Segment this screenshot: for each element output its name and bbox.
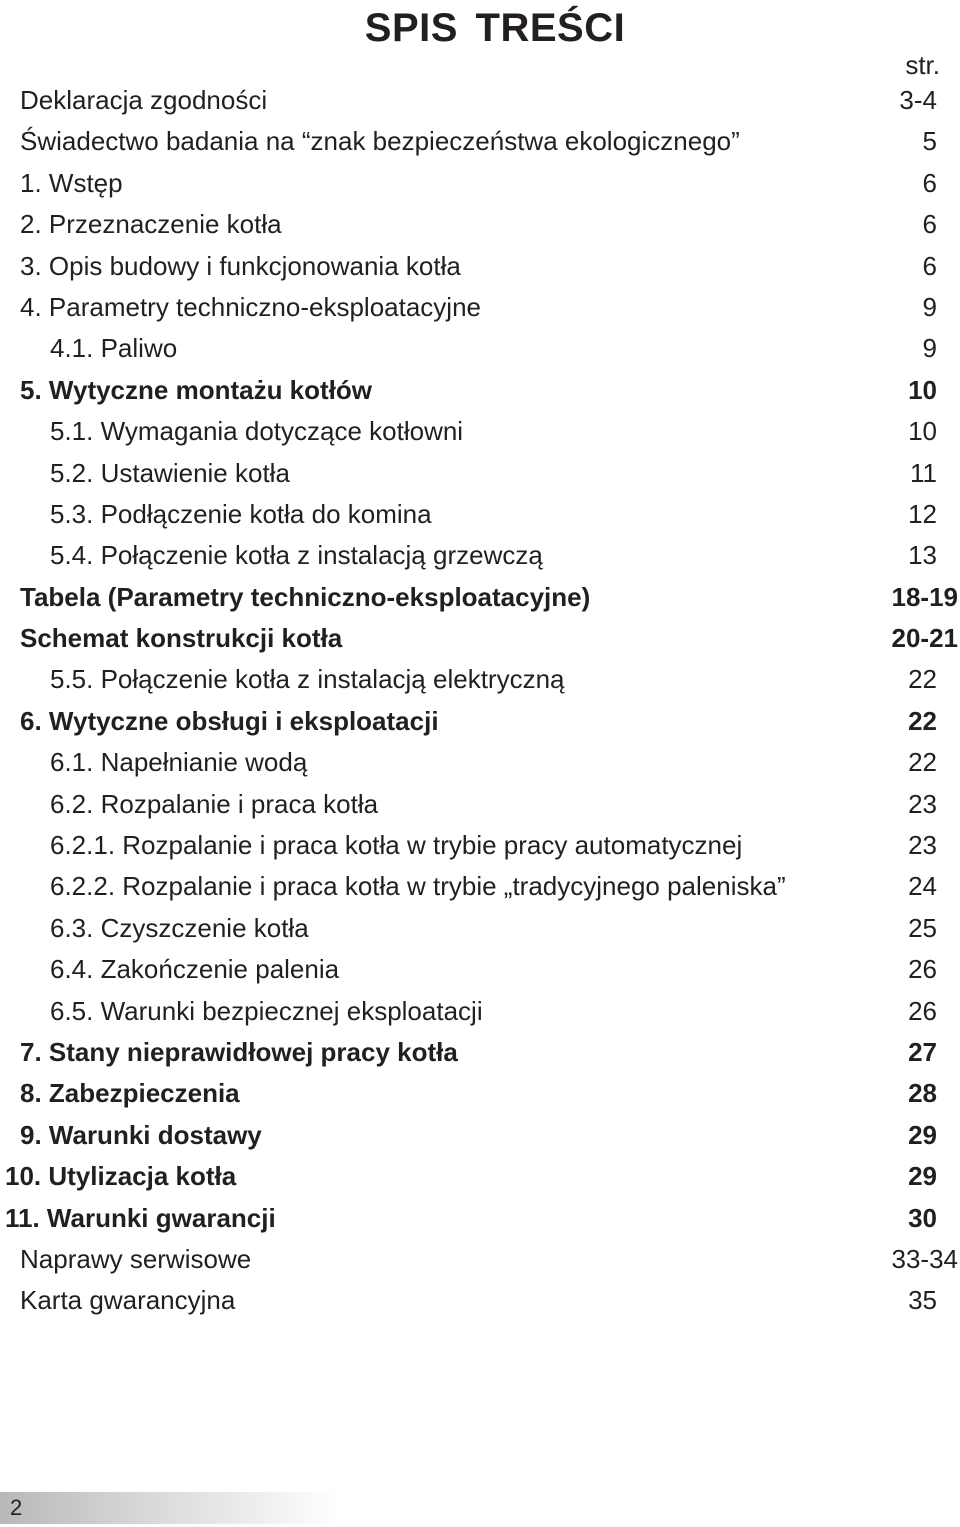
toc-entry	[0, 204, 960, 245]
toc-entry-label: 6.4. Zakończenie palenia	[50, 954, 340, 985]
toc-entry-page: 9	[922, 333, 937, 364]
toc-entry-label: 1. Wstęp	[20, 167, 123, 198]
toc-entry-page: 29	[908, 1161, 937, 1192]
toc-entry-label: 11. Warunki gwarancji	[5, 1202, 276, 1233]
toc-entry-label: 6.3. Czyszczenie kotła	[50, 912, 309, 943]
toc-entry-label: 4. Parametry techniczno-eksploatacyjne	[20, 291, 482, 322]
toc-entry-label: 6.1. Napełnianie wodą	[50, 747, 308, 778]
toc-entry	[0, 1239, 960, 1280]
toc-entry	[0, 1198, 960, 1239]
toc-entry	[0, 1073, 960, 1114]
toc-entry-page: 18-19	[891, 581, 958, 612]
toc-entry-page: 33-34	[891, 1243, 958, 1274]
toc-entry-page: 26	[908, 995, 937, 1026]
toc-entry	[0, 287, 960, 328]
toc-entry	[0, 991, 960, 1032]
toc-entry-page: 12	[908, 498, 937, 529]
toc-entry-label: 7. Stany nieprawidłowej pracy kotła	[20, 1036, 458, 1067]
toc-entry-label: 3. Opis budowy i funkcjonowania kotła	[20, 250, 461, 281]
toc-entry-page: 23	[908, 830, 937, 861]
toc-entry-label: 6.2.2. Rozpalanie i praca kotła w trybie „tradycyjnego paleniska”	[50, 871, 786, 902]
toc-entry-page: 6	[922, 167, 937, 198]
toc-entry-label: 8. Zabezpieczenia	[20, 1078, 240, 1109]
toc-entry	[0, 80, 960, 121]
toc-entry-page: 26	[908, 954, 937, 985]
toc-entry-label: Świadectwo badania na “znak bezpieczeństwa ekologicznego”	[20, 126, 740, 157]
toc-entry	[0, 908, 960, 949]
toc-entry	[0, 453, 960, 494]
toc-entry-label: Deklaracja zgodności	[20, 85, 268, 115]
toc-entry-label: Naprawy serwisowe	[20, 1243, 252, 1274]
toc-entry	[0, 328, 960, 369]
toc-entry-label: 6.5. Warunki bezpiecznej eksploatacji	[50, 995, 483, 1026]
toc-entry-page: 22	[908, 664, 937, 695]
toc-entry-page: 10	[908, 416, 937, 447]
toc-entry	[0, 866, 960, 907]
toc-entry	[0, 121, 960, 162]
toc-entry-label: 9. Warunki dostawy	[20, 1119, 262, 1150]
toc-entry-page: 22	[908, 747, 937, 778]
toc-entry-page: 20-21	[891, 623, 958, 654]
toc-entry	[0, 1280, 960, 1321]
toc-entry-page: 27	[908, 1036, 937, 1067]
toc-entry-label: Karta gwarancyjna	[20, 1285, 236, 1316]
toc-entry-label: Schemat konstrukcji kotła	[20, 623, 343, 654]
toc-entry-label: 6.2. Rozpalanie i praca kotła	[50, 788, 379, 819]
toc-entry-page: 28	[908, 1078, 937, 1109]
toc-entry-page: 22	[908, 705, 937, 736]
toc-entry	[0, 163, 960, 204]
toc-entry	[0, 1115, 960, 1156]
toc-entry-page: 5	[922, 126, 937, 157]
toc-entry-label: 5.2. Ustawienie kotła	[50, 457, 290, 488]
toc-entry-page: 35	[908, 1285, 937, 1316]
page-number: 2	[10, 1495, 23, 1520]
toc-entry	[0, 742, 960, 783]
toc-entry-page: 24	[908, 871, 937, 902]
toc-entry	[0, 1032, 960, 1073]
page-title: SPIS TREŚCI	[364, 6, 626, 50]
table-of-contents	[0, 80, 960, 1322]
toc-entry	[0, 494, 960, 535]
toc-entry	[0, 1156, 960, 1197]
toc-entry-page: 10	[908, 374, 937, 405]
toc-entry-label: 6. Wytyczne obsługi i eksploatacji	[20, 705, 439, 736]
toc-entry	[0, 825, 960, 866]
toc-entry-label: 5.1. Wymagania dotyczące kotłowni	[50, 416, 464, 447]
toc-entry-label: Tabela (Parametry techniczno-eksploatacyjne)	[20, 581, 591, 612]
toc-entry-page: 25	[908, 912, 937, 943]
toc-entry-label: 4.1. Paliwo	[50, 333, 178, 364]
toc-entry	[0, 246, 960, 287]
toc-entry	[0, 370, 960, 411]
toc-entry	[0, 701, 960, 742]
footer-gradient-bar	[0, 1492, 340, 1524]
toc-entry-page: 30	[908, 1202, 937, 1233]
toc-entry-page: 9	[922, 291, 937, 322]
toc-entry	[0, 411, 960, 452]
toc-entry-page: 6	[922, 250, 937, 281]
toc-entry-page: 3-4	[899, 85, 937, 115]
toc-entry-page: 23	[908, 788, 937, 819]
toc-entry-label: 5. Wytyczne montażu kotłów	[20, 374, 373, 405]
toc-entry	[0, 949, 960, 990]
toc-entry-label: 6.2.1. Rozpalanie i praca kotła w trybie pracy automatycznej	[50, 830, 743, 861]
toc-entry-label: 10. Utylizacja kotła	[5, 1161, 237, 1192]
toc-entry-label: 5.4. Połączenie kotła z instalacją grzewczą	[50, 540, 543, 571]
toc-entry-page: 29	[908, 1119, 937, 1150]
toc-entry-label: 5.5. Połączenie kotła z instalacją elektryczną	[50, 664, 565, 695]
toc-entry-page: 6	[922, 209, 937, 240]
page-column-header: str.	[905, 50, 940, 80]
toc-entry	[0, 659, 960, 700]
toc-entry	[0, 535, 960, 576]
toc-entry-page: 11	[910, 457, 937, 488]
toc-entry	[0, 784, 960, 825]
toc-entry	[0, 618, 960, 659]
toc-entry-page: 13	[908, 540, 937, 571]
page-footer	[0, 1492, 960, 1524]
toc-entry-label: 5.3. Podłączenie kotła do komina	[50, 498, 432, 529]
toc-entry	[0, 577, 960, 618]
toc-entry-label: 2. Przeznaczenie kotła	[20, 209, 282, 240]
